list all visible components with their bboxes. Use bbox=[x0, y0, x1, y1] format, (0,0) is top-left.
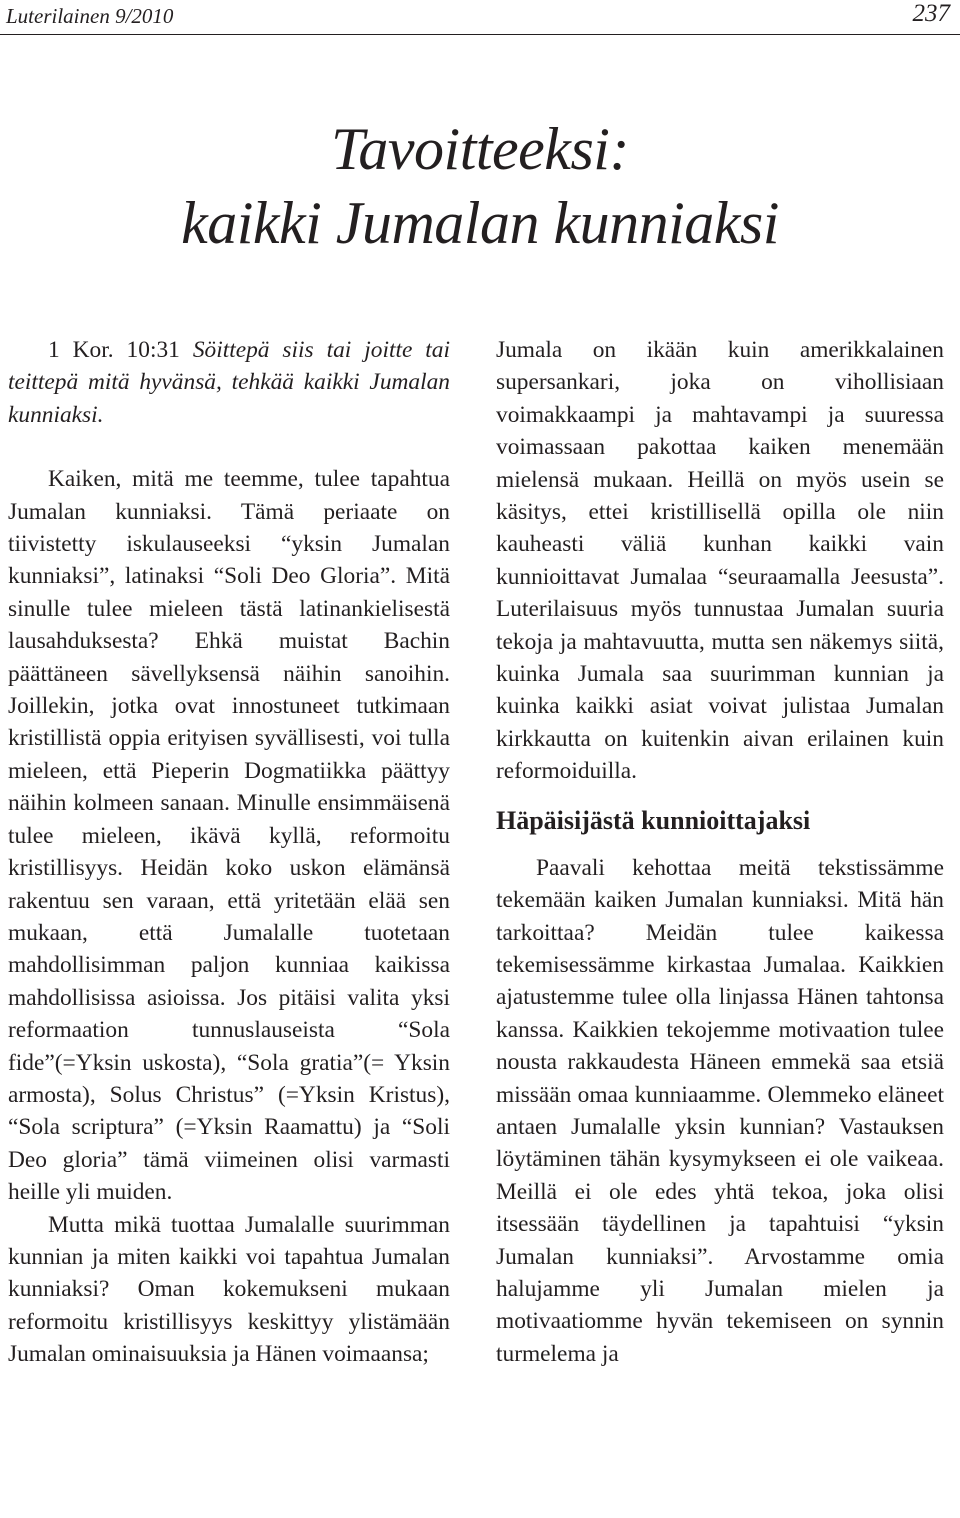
body-paragraph: Mutta mikä tuottaa Jumalalle suurimman kunnian ja miten kaikki voi tapahtua Jumalan kunniaksi? Oman kokemukseni mukaan reformoitu kristillisyys keskittyy ylistämään Jumalan ominaisuuksia ja Hänen voimaansa; bbox=[8, 1211, 450, 1368]
page-number: 237 bbox=[912, 0, 950, 27]
title-line-2: kaikki Jumalan kunniaksi bbox=[181, 190, 779, 256]
verse-reference: 1 Kor. 10:31 bbox=[48, 337, 180, 363]
title-line-1: Tavoitteeksi: bbox=[331, 116, 629, 182]
body-paragraph: Jumala on ikään kuin amerikkalainen supersankari, joka on vihollisiaan voimakkaampi ja mahtavampi ja suuressa voimassaan pakottaa kaiken menemään mielensä mukaan. Heillä on myös usein se käsitys, ettei kristillisellä opilla ole niin kauheasti väliä kunhan kaikki vain kunnioittavat Jumalaa “seuraamalla Jeesusta”. Luterilaisuus myös tunnustaa Jumalan suuria tekoja ja mahtavuutta, mutta sen näkemys siitä, kuinka Jumala saa suurimman kunnian ja kuinka kaikki asiat voivat julistaa Jumalan kirkkautta on kuitenkin aivan erilainen kuin reformoiduilla. bbox=[496, 337, 944, 785]
verse-text: Söittepä siis tai joitte tai teittepä mitä hyvänsä, tehkää kaikki Jumalan kunniaksi. bbox=[8, 337, 450, 428]
left-column bbox=[8, 334, 450, 1371]
body-paragraph: Kaiken, mitä me teemme, tulee tapahtua Jumalan kunniaksi. Tämä periaate on tiivistetty iskulauseeksi “yksin Jumalan kunniaksi”, latinaksi “Soli Deo Gloria”. Mitä sinulle tulee mieleen tästä latinankielisestä lausahduksesta? Ehkä muistat Bachin päättäneen sävellyksensä näihin sanoihin. Joillekin, jotka ovat innostuneet tutkimaan kristillistä oppia erityisen syvällisesti, voi tulla mieleen, että Pieperin Dogmatiikka päättyy näihin kolmeen sanaan. Minulle ensimmäisenä tulee mieleen, ikävä kyllä, reformoitu kristillisyys. Heidän koko uskon elämänsä rakentuu sen varaan, että yritetään elää sen mukaan, että Jumalalle tuotetaan mahdollisimman paljon kunniaa kaikissa mahdollisissa asioissa. Jos pitäisi valita yksi reformaation tunnuslauseista “Sola fide”(=Yksin uskosta), “Sola gratia”(= Yksin armosta), Solus Christus” (=Yksin Kristus), “Sola scriptura” (=Yksin Raamattu) ja “Soli Deo gloria” tämä viimeinen olisi varmasti heille yli muiden. bbox=[8, 466, 450, 1206]
bible-verse bbox=[8, 334, 450, 431]
right-column bbox=[496, 334, 944, 1370]
section-heading: Häpäisijästä kunnioittajaksi bbox=[496, 805, 811, 835]
body-paragraph: Paavali kehottaa meitä tekstissämme tekemään kaiken Jumalan kunniaksi. Mitä hän tarkoittaa? Meidän tulee kaikessa tekemisessämme kirkastaa Jumalaa. Kaikkien ajatustemme tulee olla linjassa Hänen tahtonsa kanssa. Kaikkien tekojemme motivaation tulee nousta rakkaudesta Häneen emmekä saa etsiä missään omaa kunniaamme. Olemmeko eläneet antaen Jumalalle yksin kunnian? Vastauksen löytäminen tähän kysymykseen ei ole vaikeaa. Meillä ei ole edes yhtä tekoa, joka olisi itsessään täydellinen ja tapahtuisi “yksin Jumalan kunniaksi”. Arvostamme omia halujamme yli Jumalan mielen ja motivaatiomme hyvän tekemiseen on synnin turmelema ja bbox=[496, 854, 944, 1367]
article-title bbox=[0, 112, 960, 260]
running-header bbox=[0, 0, 960, 35]
journal-issue: Luterilainen 9/2010 bbox=[6, 4, 174, 28]
